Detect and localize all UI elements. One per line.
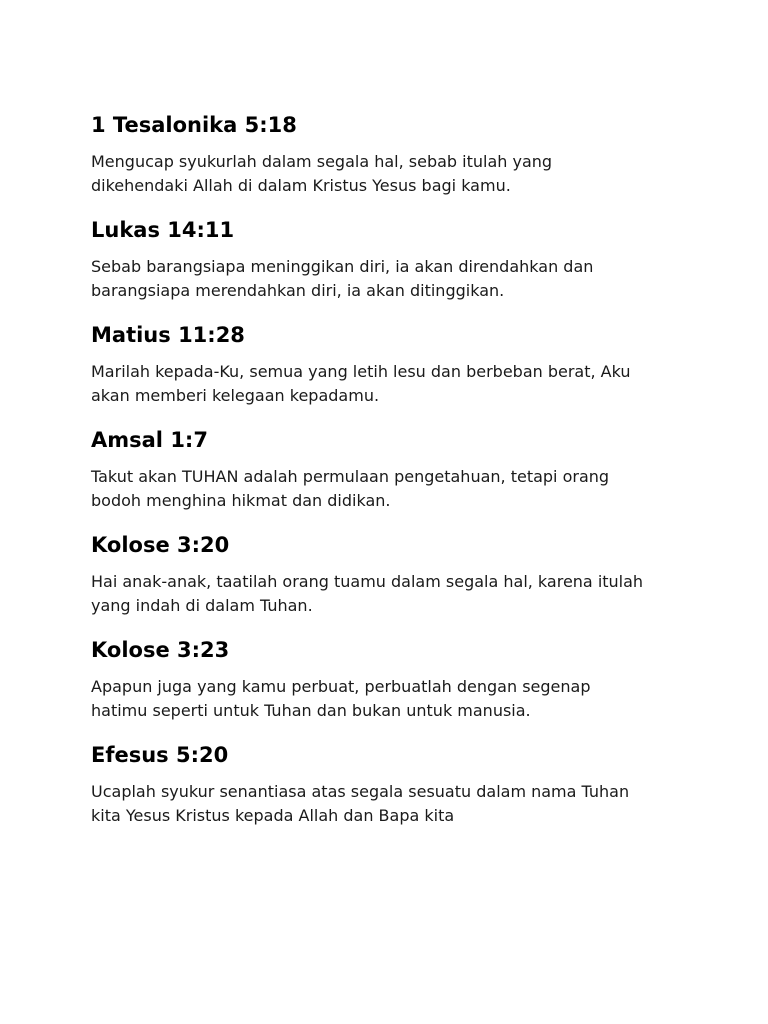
verse-efesus-5-20 <box>91 742 691 827</box>
document-page <box>91 112 691 827</box>
verse-reference: Amsal 1:7 <box>91 428 208 452</box>
verse-text-line: hatimu seperti untuk Tuhan dan bukan untuk manusia. <box>91 700 531 720</box>
verse-reference: Kolose 3:20 <box>91 533 230 557</box>
verse-text-line: barangsiapa merendahkan diri, ia akan ditinggikan. <box>91 280 505 300</box>
verse-kolose-3-20 <box>91 532 691 617</box>
verse-text <box>91 150 691 197</box>
verse-text <box>91 255 691 302</box>
verse-text-line: Takut akan TUHAN adalah permulaan pengetahuan, tetapi orang <box>91 467 610 486</box>
verse-kolose-3-23 <box>91 637 691 722</box>
verse-amsal-1-7 <box>91 427 691 512</box>
verse-text <box>91 360 691 407</box>
verse-reference: Lukas 14:11 <box>91 218 235 242</box>
verse-text-line: yang indah di dalam Tuhan. <box>91 595 313 615</box>
verse-text-line: Sebab barangsiapa meninggikan diri, ia akan direndahkan dan <box>91 257 594 276</box>
verse-reference: 1 Tesalonika 5:18 <box>91 113 297 137</box>
verse-text-line: kita Yesus Kristus kepada Allah dan Bapa kita <box>91 805 455 825</box>
verse-text-line: akan memberi kelegaan kepadamu. <box>91 385 380 405</box>
verse-text-line: Marilah kepada-Ku, semua yang letih lesu dan berbeban berat, Aku <box>91 362 631 381</box>
verse-text-line: dikehendaki Allah di dalam Kristus Yesus bagi kamu. <box>91 175 511 195</box>
verse-text-line: Mengucap syukurlah dalam segala hal, sebab itulah yang <box>91 152 553 171</box>
verse-text <box>91 570 691 617</box>
verse-text <box>91 465 691 512</box>
verse-text-line: Ucaplah syukur senantiasa atas segala sesuatu dalam nama Tuhan <box>91 782 630 801</box>
verse-1-tesalonika-5-18 <box>91 112 691 197</box>
verse-reference: Efesus 5:20 <box>91 743 229 767</box>
verse-reference: Kolose 3:23 <box>91 638 230 662</box>
verse-text <box>91 780 691 827</box>
verse-text-line: Apapun juga yang kamu perbuat, perbuatlah dengan segenap <box>91 677 591 696</box>
verse-lukas-14-11 <box>91 217 691 302</box>
verse-text <box>91 675 691 722</box>
verse-text-line: bodoh menghina hikmat dan didikan. <box>91 490 391 510</box>
verse-matius-11-28 <box>91 322 691 407</box>
verse-text-line: Hai anak-anak, taatilah orang tuamu dalam segala hal, karena itulah <box>91 572 644 591</box>
verse-reference: Matius 11:28 <box>91 323 245 347</box>
